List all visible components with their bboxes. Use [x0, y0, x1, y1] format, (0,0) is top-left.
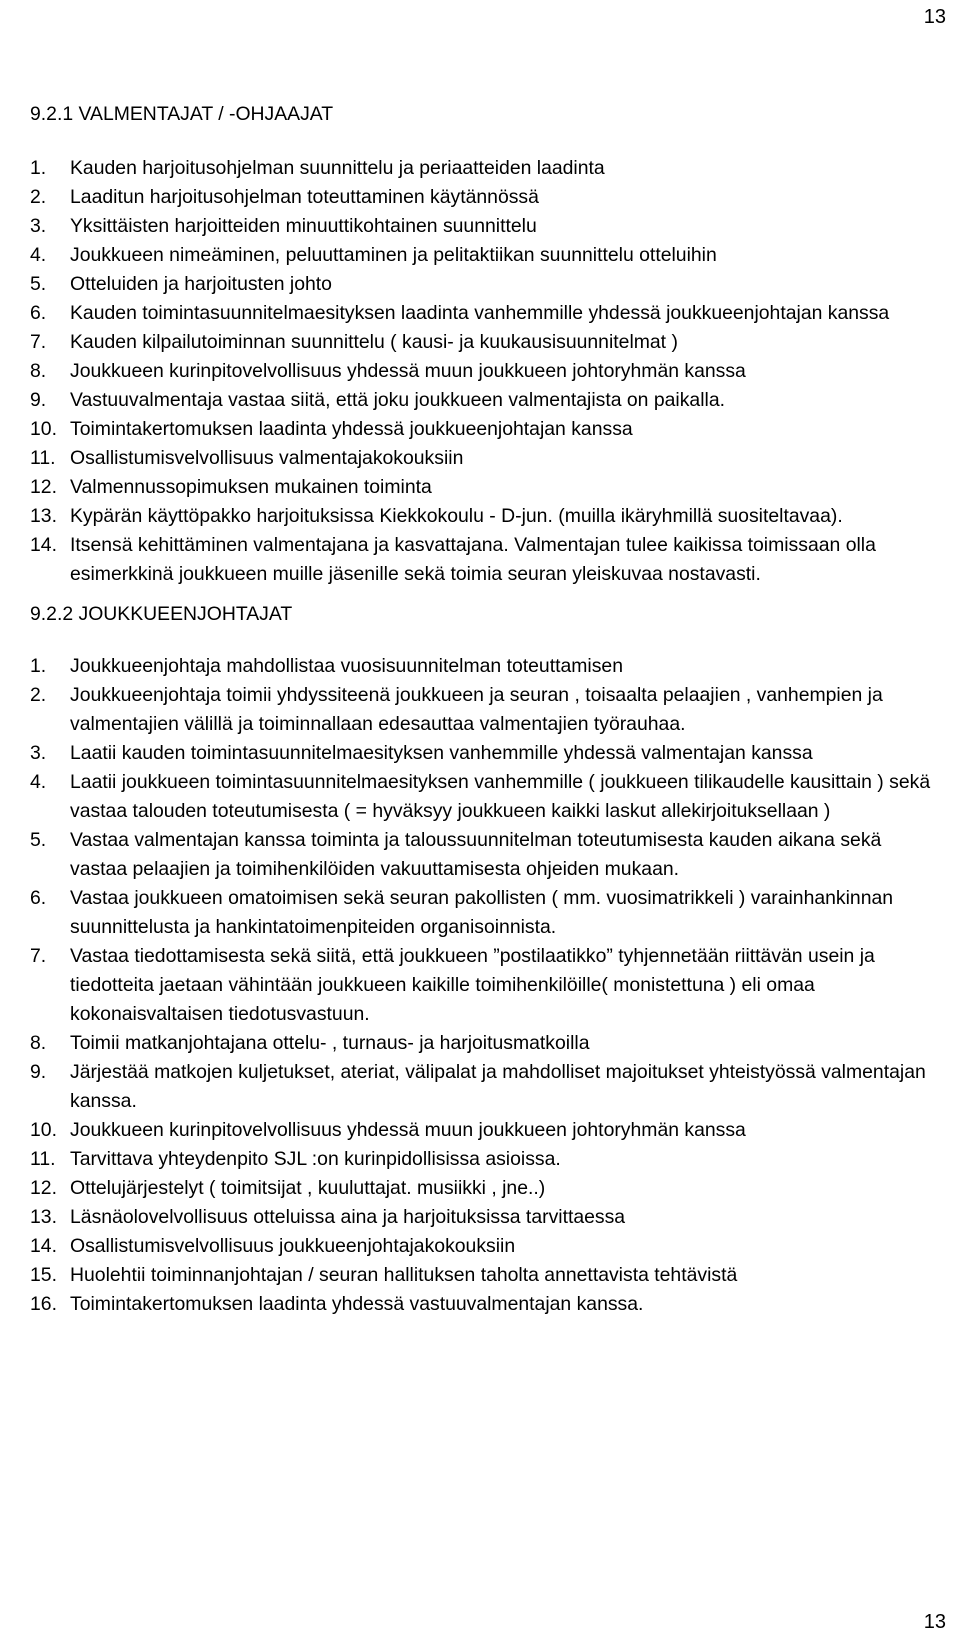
- list-item-number: 8.: [30, 360, 47, 382]
- list-item: [30, 328, 935, 357]
- section-heading-joukkueenjohtajat: 9.2.2 JOUKKUEENJOHTAJAT: [30, 603, 293, 625]
- list-item-number: 10.: [30, 418, 57, 440]
- list-item-number: 1.: [30, 655, 47, 677]
- list-item-number: 6.: [30, 302, 47, 324]
- list-item: [30, 183, 935, 212]
- list-item-number: 10.: [30, 1119, 57, 1141]
- list-item-text: Joukkueenjohtaja mahdollistaa vuosisuunnitelman toteuttamisen: [70, 655, 623, 677]
- list-item-text: Laaditun harjoitusohjelman toteuttaminen käytännössä: [70, 186, 539, 208]
- list-item-text: Laatii kauden toimintasuunnitelmaesityksen vanhemmille yhdessä valmentajan kanssa: [70, 742, 813, 764]
- list-item-text: Kauden toimintasuunnitelmaesityksen laadinta vanhemmille yhdessä joukkueenjohtajan kanssa: [70, 302, 890, 324]
- joukkueenjohtajat-list: [30, 652, 935, 1319]
- list-item-number: 4.: [30, 244, 47, 266]
- list-item-text: Joukkueen kurinpitovelvollisuus yhdessä muun joukkueen johtoryhmän kanssa: [70, 1119, 746, 1141]
- list-item: [30, 270, 935, 299]
- list-item-text: Kauden harjoitusohjelman suunnittelu ja periaatteiden laadinta: [70, 157, 605, 179]
- list-item-text: Vastaa tiedottamisesta sekä siitä, että joukkueen ”postilaatikko” tyhjennetään riittävän usein ja tiedotteita jaetaan vähintään joukkueen kaikille toimihenkilöille( monistettuna ) eli omaa kokonaisvaltaisen tiedotusvastuun.: [70, 945, 875, 1025]
- list-item: [30, 884, 935, 942]
- list-item-text: Huolehtii toiminnanjohtajan / seuran hallituksen taholta annettavista tehtävistä: [70, 1264, 738, 1286]
- list-item-number: 14.: [30, 534, 57, 556]
- list-item-number: 9.: [30, 389, 47, 411]
- valmentajat-list: [30, 154, 935, 589]
- list-item-number: 6.: [30, 887, 47, 909]
- list-item-number: 13.: [30, 1206, 57, 1228]
- list-item: [30, 212, 935, 241]
- list-item-number: 5.: [30, 829, 47, 851]
- list-item: [30, 942, 935, 1029]
- list-item-text: Kauden kilpailutoiminnan suunnittelu ( kausi- ja kuukausisuunnitelmat ): [70, 331, 678, 353]
- list-item-text: Toimintakertomuksen laadinta yhdessä vastuuvalmentajan kanssa.: [70, 1293, 644, 1315]
- list-item-number: 16.: [30, 1293, 57, 1315]
- list-item: [30, 241, 935, 270]
- list-item: [30, 768, 935, 826]
- list-item-number: 5.: [30, 273, 47, 295]
- list-item-text: Osallistumisvelvollisuus valmentajakokouksiin: [70, 447, 464, 469]
- list-item: [30, 1058, 935, 1116]
- list-item: [30, 473, 935, 502]
- list-item-text: Vastaa joukkueen omatoimisen sekä seuran pakollisten ( mm. vuosimatrikkeli ) varainhankinnan suunnittelusta ja hankintatoimenpiteiden organisoinnista.: [70, 887, 894, 938]
- list-item: [30, 1232, 935, 1261]
- list-item-number: 2.: [30, 186, 47, 208]
- page-number-top: 13: [923, 6, 946, 28]
- list-item-number: 12.: [30, 476, 57, 498]
- list-item-text: Tarvittava yhteydenpito SJL :on kurinpidollisissa asioissa.: [70, 1148, 561, 1170]
- section-heading-valmentajat: 9.2.1 VALMENTAJAT / -OHJAAJAT: [30, 103, 334, 125]
- list-item: [30, 154, 935, 183]
- list-item-number: 14.: [30, 1235, 57, 1257]
- list-item: [30, 1145, 935, 1174]
- list-item-number: 15.: [30, 1264, 57, 1286]
- list-item-number: 4.: [30, 771, 47, 793]
- list-item-text: Kypärän käyttöpakko harjoituksissa Kiekkokoulu - D-jun. (muilla ikäryhmillä suositeltavaa).: [70, 505, 843, 527]
- list-item-text: Yksittäisten harjoitteiden minuuttikohtainen suunnittelu: [70, 215, 537, 237]
- document-body: [30, 100, 935, 1319]
- list-item: [30, 1261, 935, 1290]
- list-item-number: 12.: [30, 1177, 57, 1199]
- list-item-text: Joukkueen kurinpitovelvollisuus yhdessä muun joukkueen johtoryhmän kanssa: [70, 360, 746, 382]
- list-item-number: 7.: [30, 945, 47, 967]
- list-item: [30, 1116, 935, 1145]
- list-item: [30, 299, 935, 328]
- list-item-number: 1.: [30, 157, 47, 179]
- list-item-text: Itsensä kehittäminen valmentajana ja kasvattajana. Valmentajan tulee kaikissa toimissaan olla esimerkkinä joukkueen muille jäsenille sekä toimia seuran yleiskuvaa nostavasti.: [70, 534, 876, 585]
- list-item: [30, 1290, 935, 1319]
- list-item-number: 8.: [30, 1032, 47, 1054]
- list-item-text: Osallistumisvelvollisuus joukkueenjohtajakokouksiin: [70, 1235, 516, 1257]
- list-item: [30, 531, 935, 589]
- page-number-bottom: 13: [923, 1611, 946, 1633]
- list-item: [30, 1203, 935, 1232]
- list-item-number: 7.: [30, 331, 47, 353]
- list-item-text: Valmennussopimuksen mukainen toiminta: [70, 476, 432, 498]
- list-item: [30, 357, 935, 386]
- list-item-number: 3.: [30, 215, 47, 237]
- list-item-text: Vastuuvalmentaja vastaa siitä, että joku joukkueen valmentajista on paikalla.: [70, 389, 725, 411]
- list-item-number: 3.: [30, 742, 47, 764]
- list-item-number: 11.: [30, 447, 56, 469]
- list-item: [30, 502, 935, 531]
- list-item-text: Toimii matkanjohtajana ottelu- , turnaus- ja harjoitusmatkoilla: [70, 1032, 590, 1054]
- list-item: [30, 652, 935, 681]
- list-item-number: 11.: [30, 1148, 56, 1170]
- list-item: [30, 1029, 935, 1058]
- list-item-number: 2.: [30, 684, 47, 706]
- list-item-text: Vastaa valmentajan kanssa toiminta ja taloussuunnitelman toteutumisesta kauden aikana sekä vastaa pelaajien ja toimihenkilöiden vakuuttamisesta ohjeiden mukaan.: [70, 829, 882, 880]
- list-item: [30, 1174, 935, 1203]
- list-item-text: Laatii joukkueen toimintasuunnitelmaesityksen vanhemmille ( joukkueen tilikaudelle kausittain ) sekä vastaa talouden toteutumisesta ( = hyväksyy joukkueen kaikki laskut allekirjoituksellaan ): [70, 771, 931, 822]
- list-item-text: Joukkueenjohtaja toimii yhdyssiteenä joukkueen ja seuran , toisaalta pelaajien , vanhempien ja valmentajien välillä ja toiminnallaan edesauttaa valmentajien työrauhaa.: [70, 684, 883, 735]
- list-item: [30, 415, 935, 444]
- list-item-number: 9.: [30, 1061, 47, 1083]
- list-item: [30, 826, 935, 884]
- list-item: [30, 444, 935, 473]
- list-item-text: Toimintakertomuksen laadinta yhdessä joukkueenjohtajan kanssa: [70, 418, 633, 440]
- list-item-text: Läsnäolovelvollisuus otteluissa aina ja harjoituksissa tarvittaessa: [70, 1206, 626, 1228]
- list-item-text: Ottelujärjestelyt ( toimitsijat , kuuluttajat. musiikki , jne..): [70, 1177, 546, 1199]
- list-item-text: Joukkueen nimeäminen, peluuttaminen ja pelitaktiikan suunnittelu otteluihin: [70, 244, 717, 266]
- list-item-number: 13.: [30, 505, 57, 527]
- list-item: [30, 386, 935, 415]
- list-item: [30, 739, 935, 768]
- list-item-text: Järjestää matkojen kuljetukset, ateriat, välipalat ja mahdolliset majoitukset yhteistyössä valmentajan kanssa.: [70, 1061, 926, 1112]
- list-item: [30, 681, 935, 739]
- list-item-text: Otteluiden ja harjoitusten johto: [70, 273, 332, 295]
